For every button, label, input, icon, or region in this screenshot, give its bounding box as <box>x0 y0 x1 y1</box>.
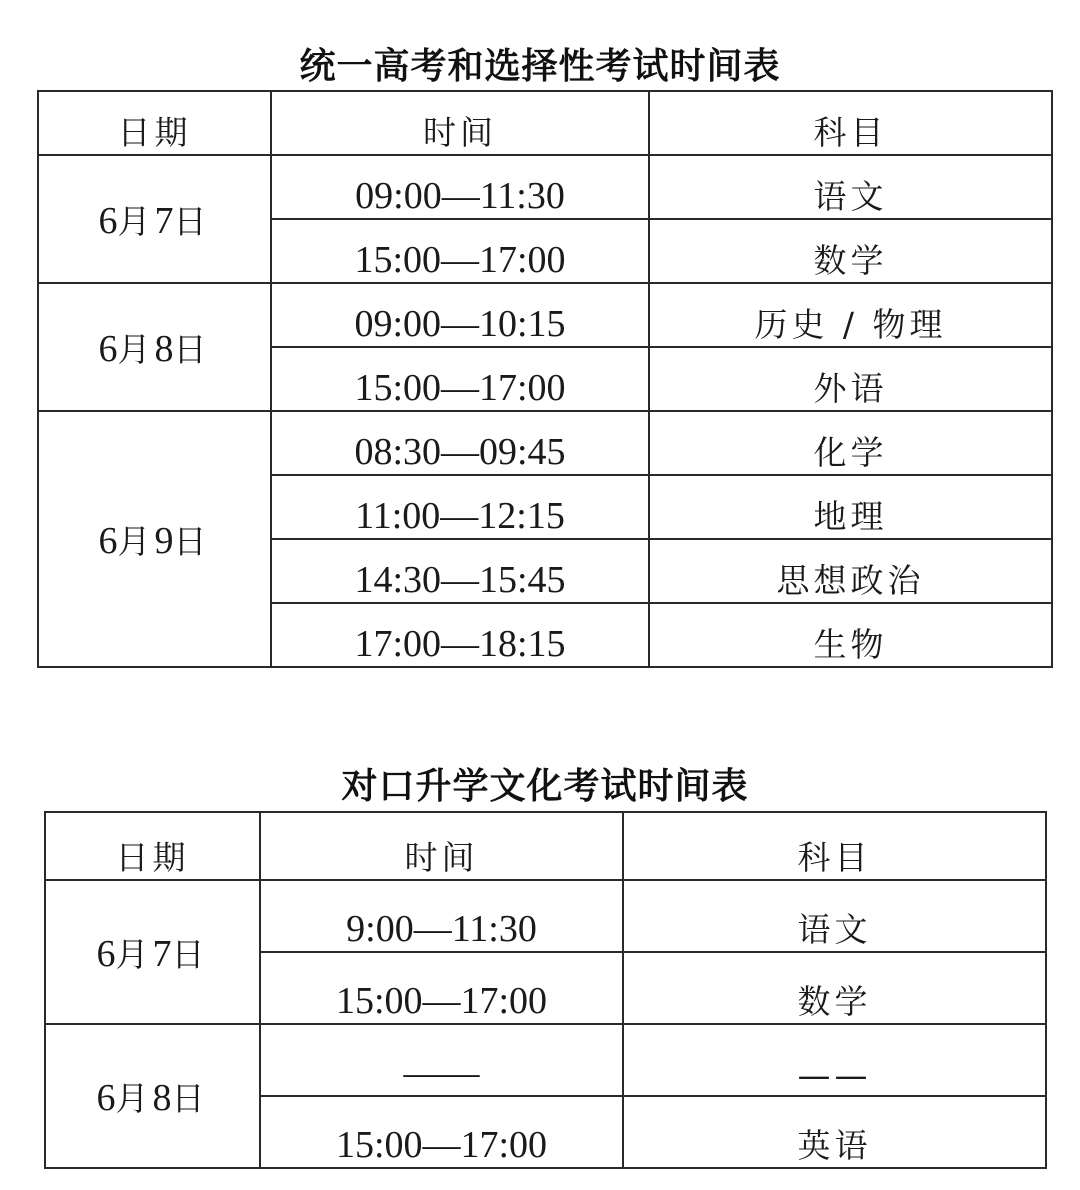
subject-cell: 英语 <box>623 1096 1046 1168</box>
table-row <box>38 283 1052 347</box>
subject-cell: 数学 <box>649 219 1052 283</box>
date-cell: 6月7日 <box>45 880 260 1024</box>
subject-cell: 思想政治 <box>649 539 1052 603</box>
vocational-exam-schedule-table <box>44 811 1047 1169</box>
subject-cell: 生物 <box>649 603 1052 667</box>
date-cell: 6月8日 <box>38 283 271 411</box>
subject-cell: 语文 <box>623 880 1046 952</box>
subject-cell: 历史 / 物理 <box>649 283 1052 347</box>
table-row <box>38 411 1052 475</box>
subject-cell: 数学 <box>623 952 1046 1024</box>
date-cell: 6月9日 <box>38 411 271 667</box>
date-cell: 6月7日 <box>38 155 271 283</box>
time-cell: 11:00—12:15 <box>271 475 649 539</box>
vocational-exam-schedule-title: 对口升学文化考试时间表 <box>341 766 749 807</box>
time-cell: —— <box>260 1024 623 1096</box>
subject-cell: 地理 <box>649 475 1052 539</box>
time-cell: 15:00—17:00 <box>271 347 649 411</box>
time-cell: 08:30—09:45 <box>271 411 649 475</box>
time-cell: 17:00—18:15 <box>271 603 649 667</box>
header-subject: 科目 <box>623 812 1046 880</box>
table-row <box>45 1024 1046 1096</box>
time-cell: 9:00—11:30 <box>260 880 623 952</box>
header-date: 日期 <box>38 91 271 155</box>
header-subject: 科目 <box>649 91 1052 155</box>
table-row <box>38 155 1052 219</box>
table-header-row <box>38 91 1052 155</box>
subject-cell: 语文 <box>649 155 1052 219</box>
exam-schedule-table <box>37 90 1053 668</box>
table-row <box>45 880 1046 952</box>
subject-cell: 化学 <box>649 411 1052 475</box>
time-cell: 14:30—15:45 <box>271 539 649 603</box>
subject-cell: —— <box>623 1024 1046 1096</box>
time-cell: 15:00—17:00 <box>260 952 623 1024</box>
subject-cell: 外语 <box>649 347 1052 411</box>
time-cell: 15:00—17:00 <box>271 219 649 283</box>
header-date: 日期 <box>45 812 260 880</box>
table-header-row <box>45 812 1046 880</box>
time-cell: 09:00—11:30 <box>271 155 649 219</box>
time-cell: 09:00—10:15 <box>271 283 649 347</box>
time-cell: 15:00—17:00 <box>260 1096 623 1168</box>
date-cell: 6月8日 <box>45 1024 260 1168</box>
header-time: 时间 <box>260 812 623 880</box>
header-time: 时间 <box>271 91 649 155</box>
exam-schedule-title: 统一高考和选择性考试时间表 <box>299 46 781 87</box>
